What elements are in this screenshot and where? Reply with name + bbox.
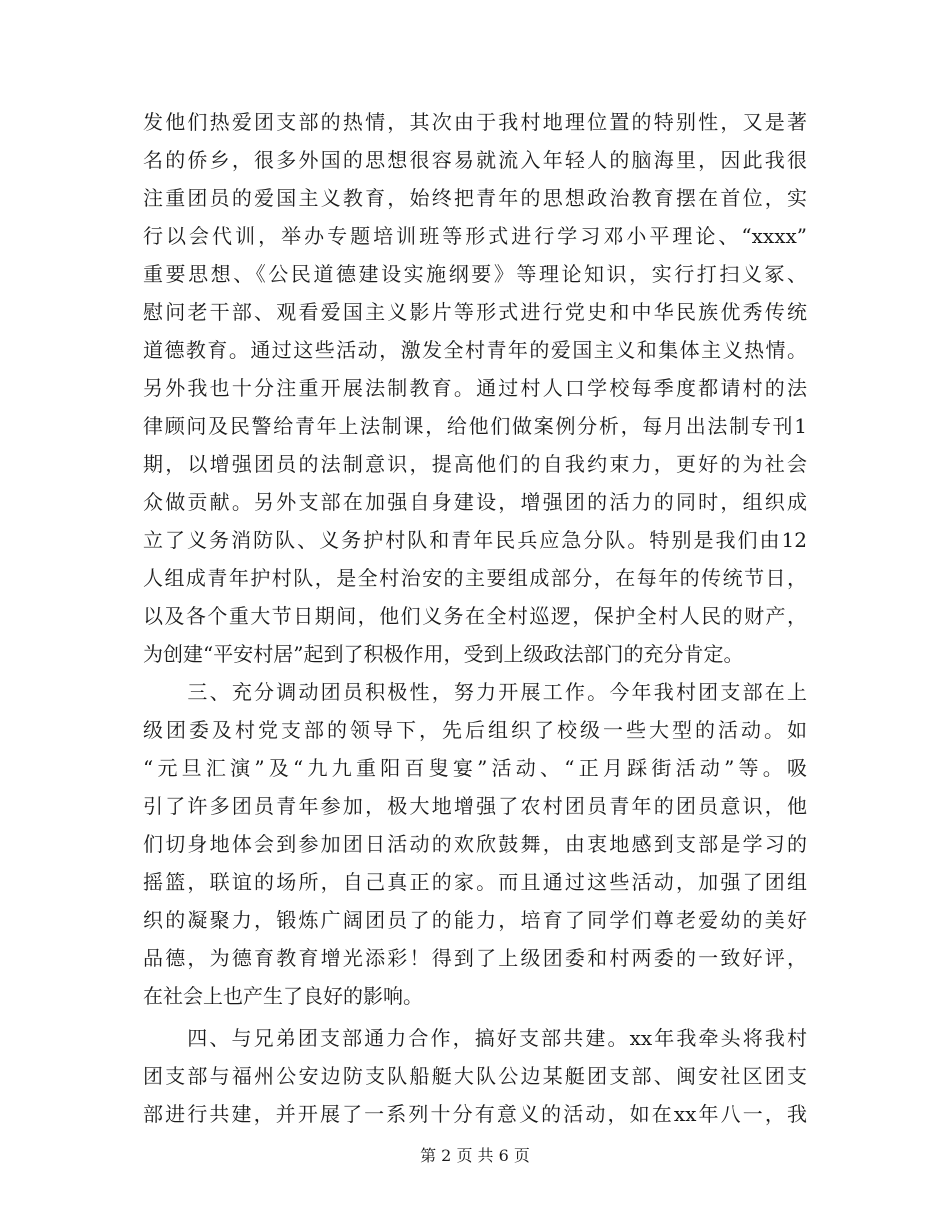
page-footer: 第 2 页 共 6 页 — [420, 1146, 530, 1165]
text-line: 团支部与福州公安边防支队船艇大队公边某艇团支部、闽安社区团支 — [143, 1064, 807, 1088]
document-body — [143, 103, 807, 1133]
text-line: 为创建“平安村居”起到了积极作用，受到上级政法部门的充分肯定。 — [143, 642, 744, 666]
text-line: 引了许多团员青年参加，极大地增强了农村团员青年的团员意识，他 — [143, 794, 807, 818]
text-line: 人组成青年护村队，是全村治安的主要组成部分，在每年的传统节日， — [143, 566, 807, 590]
text-line: 众做贡献。另外支部在加强自身建设，增强团的活力的同时，组织成 — [143, 490, 807, 514]
text-line: 另外我也十分注重开展法制教育。通过村人口学校每季度都请村的法 — [143, 376, 807, 400]
text-line: 品德，为德育教育增光添彩！得到了上级团委和村两委的一致好评， — [143, 946, 807, 970]
text-line: 道德教育。通过这些活动，激发全村青年的爱国主义和集体主义热情。 — [143, 338, 807, 362]
text-line: 期，以增强团员的法制意识，提高他们的自我约束力，更好的为社会 — [143, 452, 807, 476]
text-line: 织的凝聚力，锻炼广阔团员了的能力，培育了同学们尊老爱幼的美好 — [143, 908, 807, 932]
text-line: 摇篮，联谊的场所，自己真正的家。而且通过这些活动，加强了团组 — [143, 870, 807, 894]
text-line: 名的侨乡，很多外国的思想很容易就流入年轻人的脑海里，因此我很 — [143, 148, 807, 172]
text-line: 慰问老干部、观看爱国主义影片等形式进行党史和中华民族优秀传统 — [143, 300, 807, 324]
text-line: 在社会上也产生了良好的影响。 — [143, 984, 423, 1008]
text-line: 们切身地体会到参加团日活动的欢欣鼓舞，由衷地感到支部是学习的 — [143, 832, 807, 856]
text-line: 注重团员的爱国主义教育，始终把青年的思想政治教育摆在首位，实 — [143, 186, 807, 210]
text-line: 行以会代训，举办专题培训班等形式进行学习邓小平理论、“xxxx” — [143, 224, 807, 248]
text-line: 级团委及村党支部的领导下，先后组织了校级一些大型的活动。如 — [143, 718, 807, 742]
paragraph-start-line: 四、与兄弟团支部通力合作，搞好支部共建。xx年我牵头将我村 — [143, 1026, 807, 1050]
text-line: 律顾问及民警给青年上法制课，给他们做案例分析，每月出法制专刊1 — [143, 414, 807, 438]
text-line: 发他们热爱团支部的热情，其次由于我村地理位置的特别性，又是著 — [143, 110, 807, 134]
text-line: “元旦汇演”及“九九重阳百叟宴”活动、“正月踩街活动”等。吸 — [143, 756, 807, 780]
text-line: 立了义务消防队、义务护村队和青年民兵应急分队。特别是我们由12 — [143, 528, 807, 552]
text-line: 部进行共建，并开展了一系列十分有意义的活动，如在xx年八一，我 — [143, 1102, 807, 1126]
text-line: 以及各个重大节日期间，他们义务在全村巡逻，保护全村人民的财产， — [143, 604, 807, 628]
text-line: 重要思想、《公民道德建设实施纲要》等理论知识，实行打扫义冢、 — [143, 262, 807, 286]
paragraph-start-line: 三、充分调动团员积极性，努力开展工作。今年我村团支部在上 — [143, 680, 807, 704]
